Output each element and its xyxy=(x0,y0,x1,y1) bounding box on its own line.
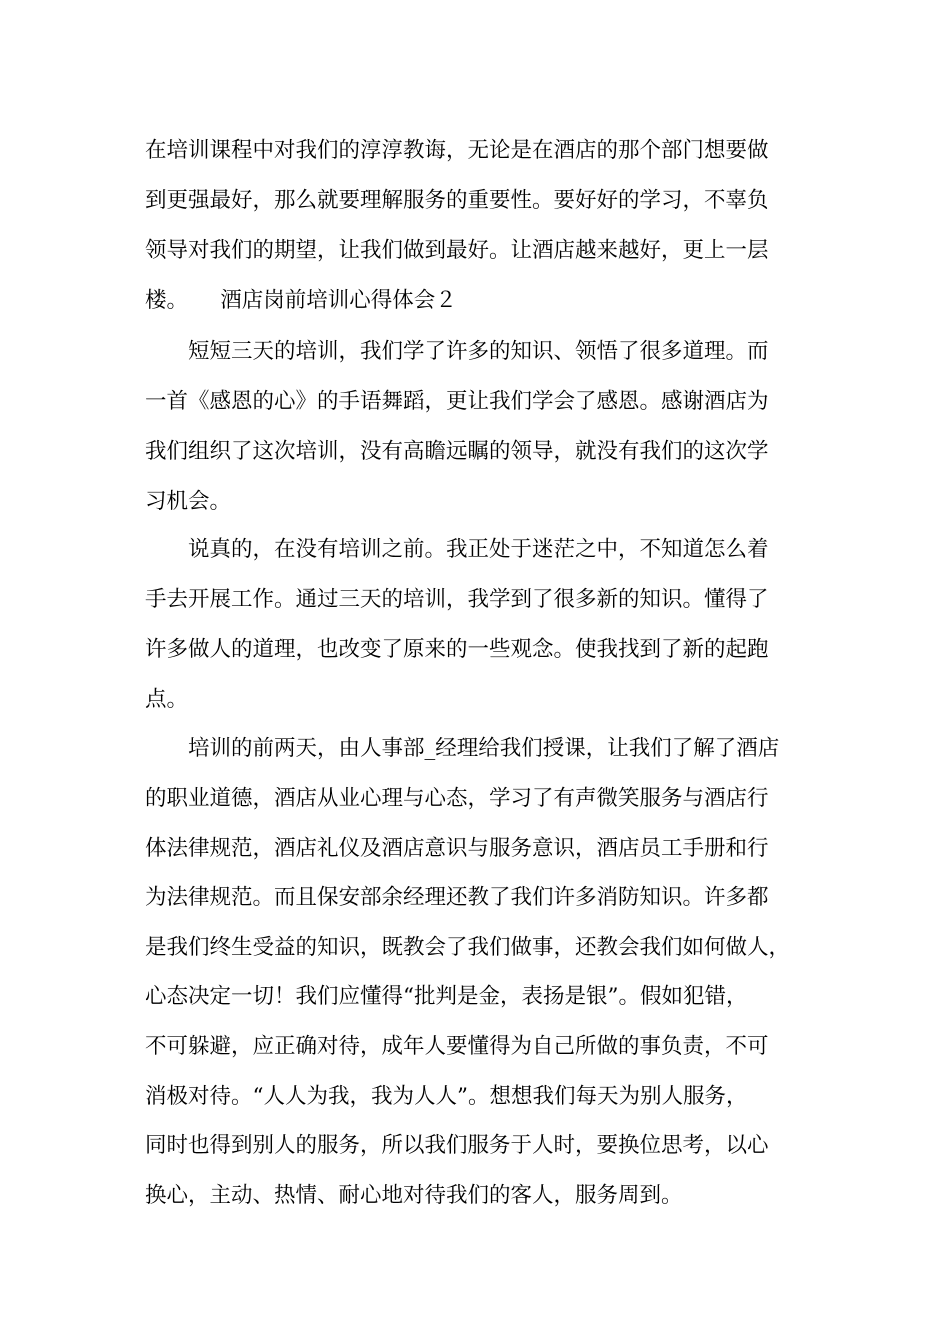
text-line-13: 培训的前两天，由人事部_经理给我们授课，让我们了解了酒店 xyxy=(188,736,780,761)
text-line-7: 我们组织了这次培训，没有高瞻远瞩的领导，就没有我们的这次学 xyxy=(145,439,769,464)
text-line-21: 同时也得到别人的服务，所以我们服务于人时，要换位思考，以心 xyxy=(145,1133,769,1158)
text-line-2: 到更强最好，那么就要理解服务的重要性。要好好的学习，不辜负 xyxy=(145,188,769,213)
text-line-17: 是我们终生受益的知识，既教会了我们做事，还教会我们如何做人， xyxy=(145,935,791,960)
text-line-8: 习机会。 xyxy=(145,489,232,514)
text-line-20: 消极对待。“人人为我，我为人人”。想想我们每天为别人服务， xyxy=(145,1084,748,1109)
text-line-3: 领导对我们的期望，让我们做到最好。让酒店越来越好，更上一层 xyxy=(145,238,769,263)
text-line-9: 说真的，在没有培训之前。我正处于迷茫之中，不知道怎么着 xyxy=(188,537,769,562)
text-line-15: 体法律规范，酒店礼仪及酒店意识与服务意识，酒店员工手册和行 xyxy=(145,836,769,861)
text-line-11: 许多做人的道理，也改变了原来的一些观念。使我找到了新的起跑 xyxy=(145,637,769,662)
text-line-4-section-heading: 楼。 酒店岗前培训心得体会２ xyxy=(145,288,457,313)
text-line-19: 不可躲避，应正确对待，成年人要懂得为自己所做的事负责，不可 xyxy=(145,1034,769,1059)
text-line-22: 换心，主动、热情、耐心地对待我们的客人，服务周到。 xyxy=(145,1183,683,1208)
text-line-6: 一首《感恩的心》的手语舞蹈，更让我们学会了感恩。感谢酒店为 xyxy=(145,389,769,414)
text-line-18: 心态决定一切！我们应懂得“批判是金，表扬是银”。假如犯错， xyxy=(145,984,748,1009)
text-line-10: 手去开展工作。通过三天的培训，我学到了很多新的知识。懂得了 xyxy=(145,587,769,612)
text-line-14: 的职业道德，酒店从业心理与心态，学习了有声微笑服务与酒店行 xyxy=(145,786,769,811)
text-line-1: 在培训课程中对我们的淳淳教诲，无论是在酒店的那个部门想要做 xyxy=(145,138,769,163)
text-line-12: 点。 xyxy=(145,687,189,712)
text-line-16: 为法律规范。而且保安部余经理还教了我们许多消防知识。许多都 xyxy=(145,885,769,910)
text-line-5: 短短三天的培训，我们学了许多的知识、领悟了很多道理。而 xyxy=(188,339,769,364)
